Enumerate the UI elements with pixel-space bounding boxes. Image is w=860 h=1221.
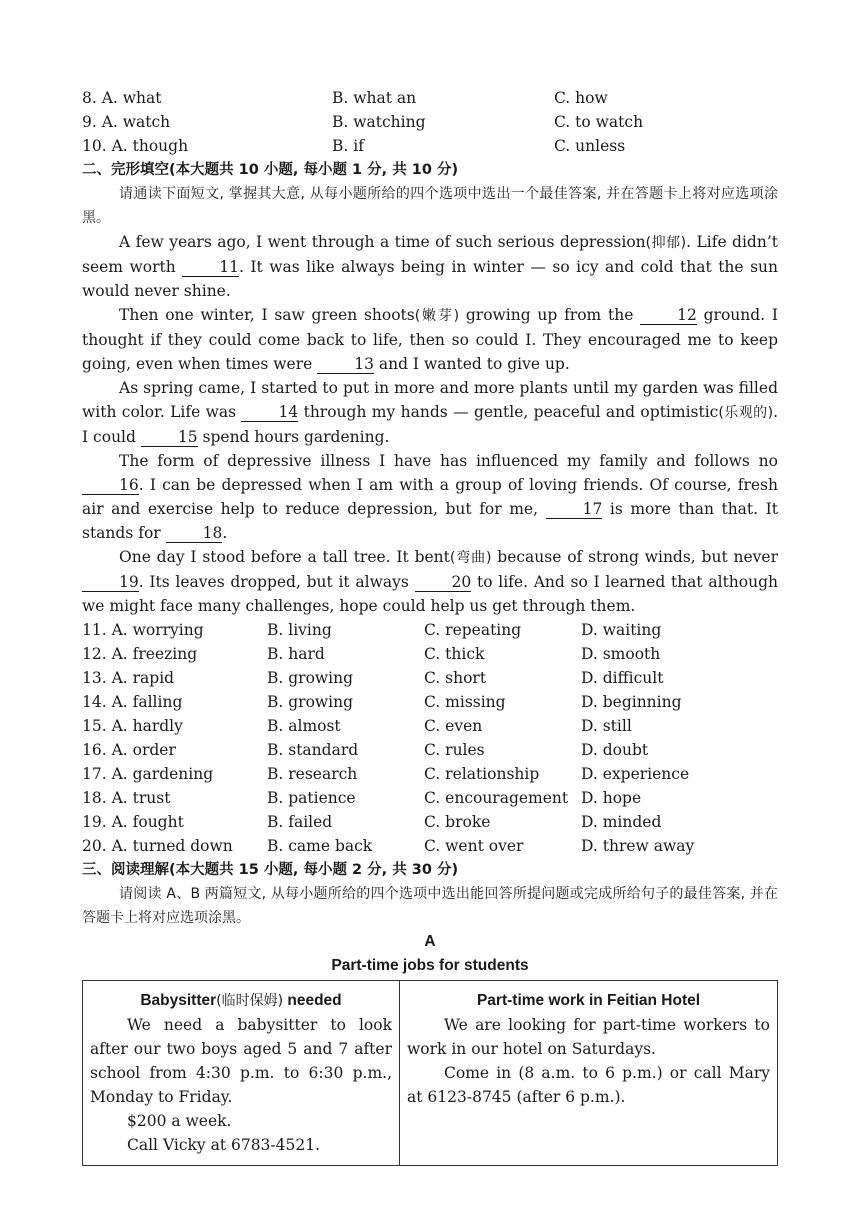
option-d: D. threw away (581, 837, 695, 855)
option-c: C. to watch (554, 113, 644, 131)
option-a: 19. A. fought (82, 813, 184, 831)
blank-13: 13 (317, 355, 374, 374)
text: growing up from the (459, 306, 641, 324)
option-row (82, 666, 778, 690)
chinese-gloss: (乐观的) (718, 405, 774, 421)
babysitter-ad (83, 981, 400, 1166)
option-row (82, 134, 778, 158)
jobs-table (82, 980, 778, 1166)
option-row (82, 642, 778, 666)
passage-paragraph-1 (82, 230, 778, 303)
hotel-ad-body: We are looking for part-time workers to work in our hotel on Saturdays. (407, 1016, 770, 1058)
option-c: C. rules (424, 741, 485, 759)
option-c: C. how (554, 89, 608, 107)
chinese-gloss: (弯曲) (449, 550, 492, 566)
option-a: 8. A. what (82, 89, 162, 107)
option-b: B. patience (267, 789, 356, 807)
option-d: D. doubt (581, 741, 649, 759)
option-a: 16. A. order (82, 741, 176, 759)
option-a: 9. A. watch (82, 113, 171, 131)
text: . I can be depressed when I am with a group of loving friends. Of course, fresh air and exercise help to reduce depression, but for me, (82, 476, 778, 518)
text: through my hands — gentle, peaceful and optimistic (298, 403, 719, 421)
option-d: D. hope (581, 789, 642, 807)
section-2-heading: 二、完形填空(本大题共 10 小题, 每小题 1 分, 共 10 分) (82, 162, 459, 178)
option-row (82, 86, 778, 110)
section-2-instruction: 请通读下面短文, 掌握其大意, 从每小题所给的四个选项中选出一个最佳答案, 并在答题卡上将对应选项涂黑。 (82, 186, 778, 226)
option-a: 11. A. worrying (82, 621, 204, 639)
text: and I wanted to give up. (373, 355, 570, 373)
section-3-heading: 三、阅读理解(本大题共 15 小题, 每小题 2 分, 共 30 分) (82, 862, 459, 878)
option-row (82, 714, 778, 738)
option-b: B. watching (332, 113, 426, 131)
text: The form of depressive illness I have has influenced my family and follows no (119, 452, 778, 470)
option-a: 18. A. trust (82, 789, 171, 807)
option-row (82, 690, 778, 714)
text: to life. And so I learned that although we might face many challenges, hope could help us get through them. (82, 573, 779, 615)
text: spend hours gardening. (197, 428, 390, 446)
option-d: D. smooth (581, 645, 661, 663)
option-b: B. came back (267, 837, 373, 855)
option-b: B. almost (267, 717, 341, 735)
option-c: C. unless (554, 137, 626, 155)
option-d: D. difficult (581, 669, 664, 687)
blank-11: 11 (182, 258, 239, 277)
passage-paragraph-4 (82, 449, 778, 545)
blank-18: 18 (166, 524, 223, 543)
option-a: 17. A. gardening (82, 765, 214, 783)
option-row (82, 810, 778, 834)
passage-paragraph-5 (82, 545, 778, 618)
babysitter-ad-body: We need a babysitter to look after our two boys aged 5 and 7 after school from 4:30 p.m. to 6:30 p.m., Monday to Friday. (90, 1016, 392, 1106)
text: Babysitter (140, 992, 217, 1009)
chinese-gloss: (临时保姆) (216, 993, 284, 1009)
text: . Its leaves dropped, but it always (138, 573, 415, 591)
text: . (222, 524, 228, 542)
option-b: B. if (332, 137, 364, 155)
babysitter-ad-title (90, 989, 392, 1013)
option-c: C. short (424, 669, 487, 687)
option-c: C. relationship (424, 765, 540, 783)
text: ground. I thought if they could come back to life, then so could I. They encouraged me to keep going, even when times were (82, 306, 778, 373)
option-d: D. minded (581, 813, 662, 831)
text: Then one winter, I saw green shoots (119, 306, 415, 324)
option-b: B. living (267, 621, 332, 639)
exam-page (82, 86, 778, 1166)
text: As spring came, I started to put in more and more plants until my garden was filled with color. Life was (82, 379, 778, 421)
option-row (82, 834, 778, 858)
option-d: D. beginning (581, 693, 682, 711)
option-c: C. broke (424, 813, 491, 831)
blank-16: 16 (82, 476, 139, 495)
blank-17: 17 (546, 500, 603, 519)
section-3-instruction: 请阅读 A、B 两篇短文, 从每小题所给的四个选项中选出能回答所提问题或完成所给句子的最佳答案, 并在答题卡上将对应选项涂黑。 (82, 886, 778, 926)
passage-paragraph-3 (82, 376, 778, 449)
option-c: C. encouragement (424, 789, 569, 807)
option-c: C. thick (424, 645, 485, 663)
option-row (82, 786, 778, 810)
text: . It was like always being in winter — so icy and cold that the sun would never shine. (82, 258, 778, 300)
option-a: 15. A. hardly (82, 717, 183, 735)
passage-paragraph-2 (82, 303, 778, 376)
chinese-gloss: (嫩芽) (414, 308, 460, 324)
text: is more than that. It stands for (82, 500, 778, 542)
hotel-ad (400, 981, 778, 1166)
option-a: 20. A. turned down (82, 837, 233, 855)
option-row (82, 738, 778, 762)
text: One day I stood before a tall tree. It bent (119, 548, 450, 566)
previous-options (82, 86, 778, 158)
blank-19: 19 (82, 573, 139, 592)
text: . I could (82, 403, 778, 446)
chinese-gloss: (抑郁) (645, 235, 687, 251)
cloze-options (82, 618, 778, 858)
option-b: B. growing (267, 669, 354, 687)
babysitter-ad-pay: $200 a week. (127, 1112, 232, 1130)
text: because of strong winds, but never (491, 548, 778, 566)
blank-15: 15 (141, 428, 198, 447)
option-c: C. even (424, 717, 483, 735)
option-d: D. experience (581, 765, 690, 783)
option-c: C. repeating (424, 621, 522, 639)
option-b: B. failed (267, 813, 333, 831)
blank-14: 14 (241, 403, 298, 422)
option-b: B. growing (267, 693, 354, 711)
option-row (82, 618, 778, 642)
option-d: D. still (581, 717, 632, 735)
option-b: B. research (267, 765, 358, 783)
babysitter-ad-contact: Call Vicky at 6783-4521. (127, 1136, 321, 1154)
option-a: 14. A. falling (82, 693, 183, 711)
blank-12: 12 (640, 306, 697, 325)
option-c: C. went over (424, 837, 524, 855)
option-b: B. hard (267, 645, 325, 663)
passage-title: Part-time jobs for students (331, 957, 529, 974)
option-b: B. what an (332, 89, 417, 107)
passage-letter: A (424, 933, 436, 950)
text: needed (283, 992, 342, 1009)
text: A few years ago, I went through a time of such serious depression (119, 233, 646, 251)
option-row (82, 110, 778, 134)
option-b: B. standard (267, 741, 359, 759)
option-row (82, 762, 778, 786)
text: . Life didn’t seem worth (82, 233, 778, 276)
option-a: 12. A. freezing (82, 645, 198, 663)
option-a: 10. A. though (82, 137, 189, 155)
option-d: D. waiting (581, 621, 662, 639)
hotel-ad-contact: Come in (8 a.m. to 6 p.m.) or call Mary at 6123-8745 (after 6 p.m.). (407, 1064, 770, 1106)
blank-20: 20 (415, 573, 472, 592)
option-a: 13. A. rapid (82, 669, 175, 687)
hotel-ad-title: Part-time work in Feitian Hotel (476, 992, 701, 1009)
option-c: C. missing (424, 693, 506, 711)
